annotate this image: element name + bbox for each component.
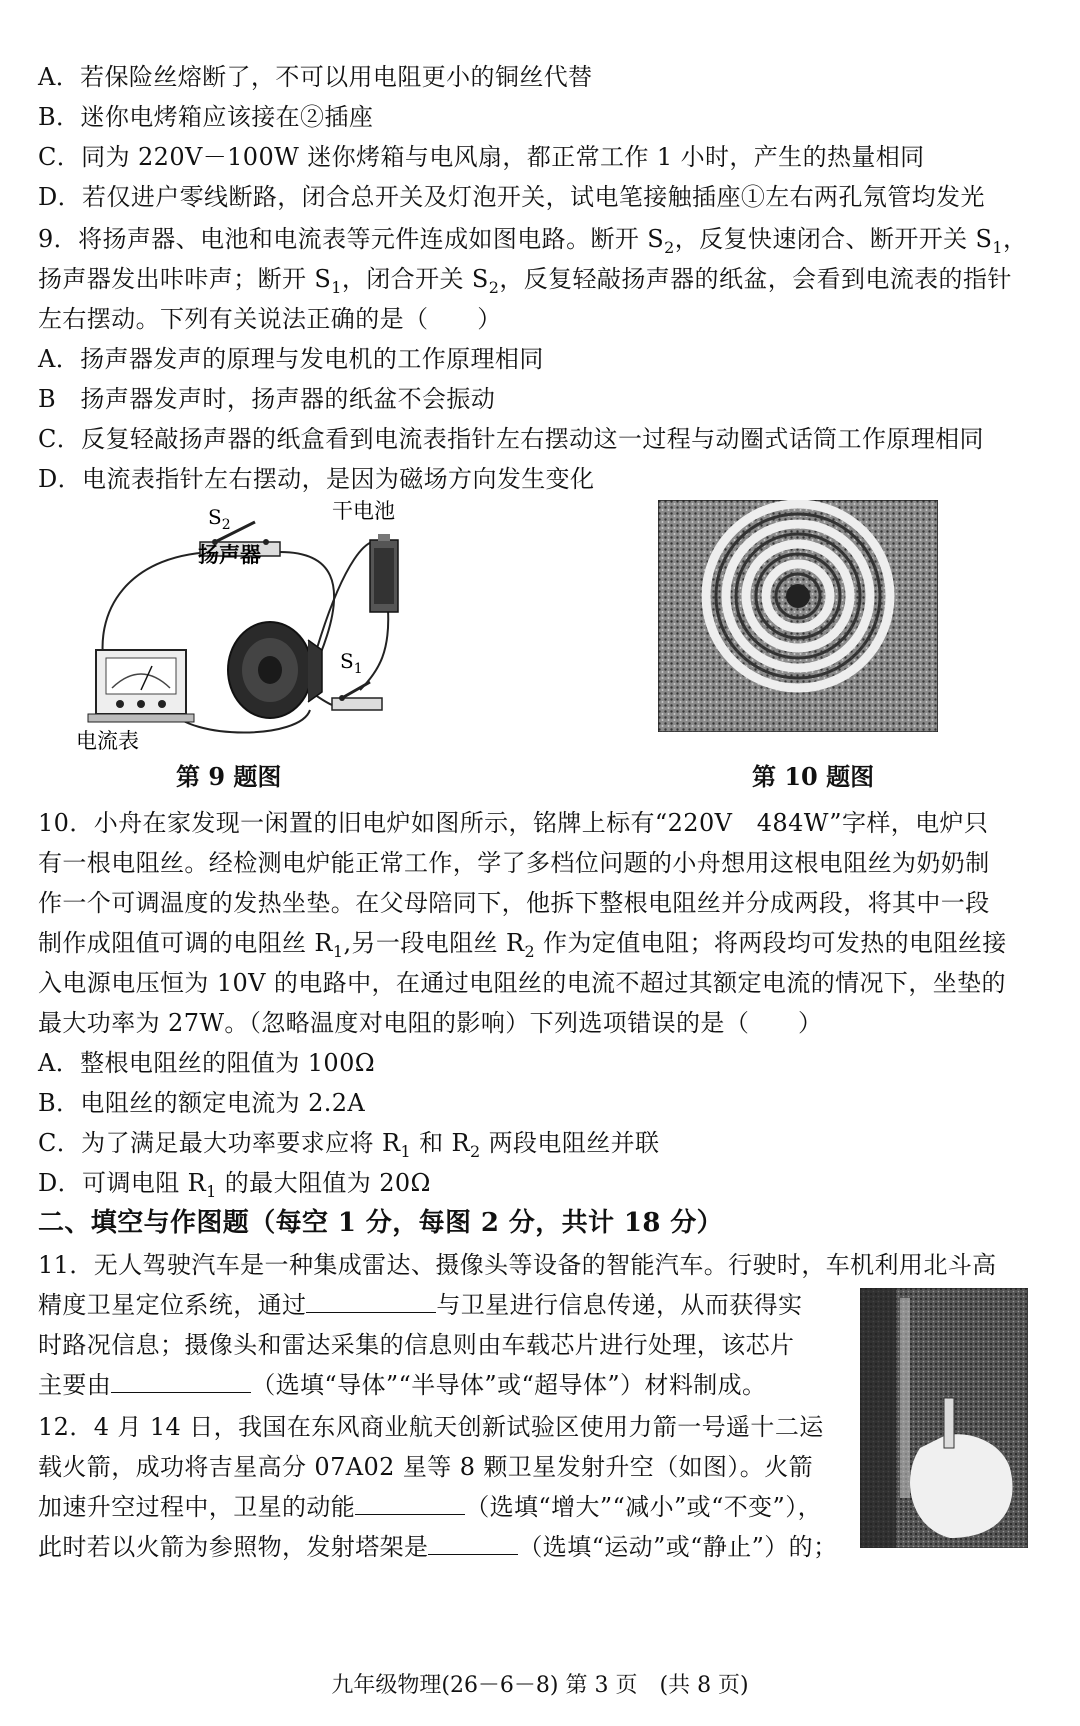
rocket-launch-photo	[860, 1288, 1028, 1548]
q10-line1: 10．小舟在家发现一闲置的旧电炉如图所示，铭牌上标有“220V 484W”字样，电炉只	[38, 809, 989, 837]
figure-9-caption: 第 9 题图	[176, 762, 282, 791]
q12-blank-2[interactable]	[428, 1554, 518, 1555]
q8-option-d: D．若仅进户零线断路，闭合总开关及灯泡开关，试电笔接触插座①左右两孔氖管均发光	[38, 183, 985, 211]
q12-line4: 此时若以火箭为参照物，发射塔架是 （选填“运动”或“静止”）的；	[38, 1533, 838, 1561]
q12-line2: 载火箭，成功将吉星高分 07A02 星等 8 颗卫星发射升空（如图）。火箭	[38, 1453, 813, 1481]
q8-option-c: C．同为 220V－100W 迷你烤箱与电风扇，都正常工作 1 小时，产生的热量相同	[38, 143, 925, 171]
exhaust-plume	[910, 1434, 1013, 1538]
coil-center	[786, 584, 810, 608]
q9-option-d: D．电流表指针左右摆动，是因为磁场方向发生变化	[38, 465, 595, 493]
q10-option-d: D．可调电阻 $R_1$ 的最大阻值为 20Ω	[38, 1169, 431, 1201]
q10-line6: 最大功率为 27W。（忽略温度对电阻的影响）下列选项错误的是（ ）	[38, 1009, 823, 1037]
q10-option-b: B．电阻丝的额定电流为 2.2A	[38, 1089, 366, 1117]
q9-option-b: B 扬声器发声时，扬声器的纸盆不会振动	[38, 385, 496, 413]
speaker-label: 扬声器	[198, 542, 261, 567]
q9-stem-line2: 扬声器发出咔咔声；断开 $S_1$，闭合开关 $S_2$，反复轻敲扬声器的纸盆，会看到电流表的指针	[38, 265, 1012, 297]
q8-option-a: A．若保险丝熔断了，不可以用电阻更小的铜丝代替	[38, 63, 593, 91]
q12-line1: 12．4 月 14 日，我国在东风商业航天创新试验区使用力箭一号遥十二运	[38, 1413, 824, 1441]
q10-option-c: C．为了满足最大功率要求应将 $R_1$ 和 $R_2$ 两段电阻丝并联	[38, 1129, 660, 1161]
page-footer: 九年级物理(26－6－8) 第 3 页 (共 8 页)	[331, 1673, 749, 1698]
launch-tower	[860, 1288, 896, 1548]
q9-option-c: C．反复轻敲扬声器的纸盒看到电流表指针左右摆动这一过程与动圈式话筒工作原理相同	[38, 425, 984, 453]
q11-line3: 时路况信息；摄像头和雷达采集的信息则由车载芯片进行处理，该芯片	[38, 1331, 795, 1359]
wire-battery-s1	[360, 610, 388, 690]
ammeter-label: 电流表	[76, 729, 139, 750]
rocket	[944, 1398, 954, 1448]
q12-line3: 加速升空过程中，卫星的动能 （选填“增大”“减小”或“不变”），	[38, 1493, 823, 1521]
ammeter	[88, 650, 194, 722]
q11-blank-2[interactable]	[111, 1392, 251, 1393]
section-2-title: 二、填空与作图题（每空 1 分，每图 2 分，共计 18 分）	[38, 1208, 724, 1238]
q11-line2: 精度卫星定位系统，通过 与卫星进行信息传递，从而获得实	[38, 1291, 803, 1319]
s1-label: $S_1$	[340, 649, 363, 677]
q10-line3: 作一个可调温度的发热坐垫。在父母陪同下，他拆下整根电阻丝并分成两段，将其中一段	[38, 889, 990, 917]
q12-blank-1[interactable]	[355, 1514, 465, 1515]
q10-line5: 入电源电压恒为 10V 的电路中，在通过电阻丝的电流不超过其额定电流的情况下，坐垫的	[38, 969, 1006, 997]
q11-line1: 11．无人驾驶汽车是一种集成雷达、摄像头等设备的智能汽车。行驶时，车机利用北斗高	[38, 1251, 997, 1279]
q10-option-a: A．整根电阻丝的阻值为 100Ω	[38, 1049, 376, 1077]
dry-battery	[370, 534, 398, 612]
s2-label: $S_2$	[208, 505, 231, 533]
figure-10-caption: 第 10 题图	[752, 762, 875, 791]
q10-line4: 制作成阻值可调的电阻丝 $R_1$,另一段电阻丝 $R_2$ 作为定值电阻；将两段均可发热的电阻丝接	[38, 929, 1007, 961]
q10-line2: 有一根电阻丝。经检测电炉能正常工作，学了多档位问题的小舟想用这根电阻丝为奶奶制	[38, 849, 990, 877]
figure-10-stove-coil	[658, 500, 938, 732]
q11-blank-1[interactable]	[306, 1312, 436, 1313]
battery-label: 干电池	[332, 500, 395, 523]
q9-option-a: A．扬声器发声的原理与发电机的工作原理相同	[38, 345, 544, 373]
q8-option-b: B．迷你电烤箱应该接在②插座	[38, 103, 374, 131]
q9-stem-line1: 9．将扬声器、电池和电流表等元件连成如图电路。断开 $S_2$，反复快速闭合、断开开关 $S_1$，	[38, 225, 1028, 257]
speaker	[228, 622, 322, 718]
switch-s1	[332, 682, 382, 710]
figure-9-circuit	[70, 500, 490, 750]
q9-stem-line3: 左右摆动。下列有关说法正确的是（ ）	[38, 305, 502, 333]
q11-line4: 主要由 （选填“导体”“半导体”或“超导体”）材料制成。	[38, 1371, 767, 1399]
smoke-column	[900, 1298, 910, 1498]
